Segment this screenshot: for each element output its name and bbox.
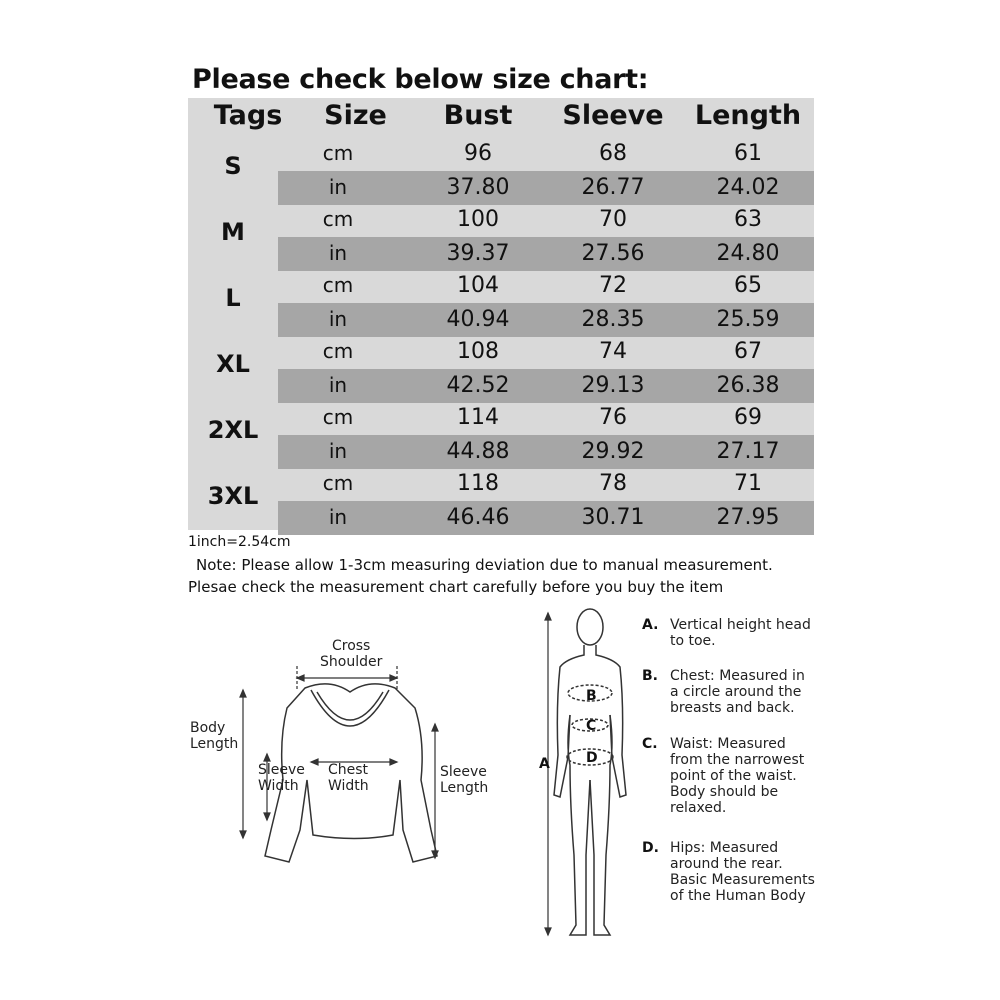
- legend-letter: C.: [642, 736, 658, 752]
- cell-bust: 104: [457, 273, 499, 298]
- cell-length: 26.38: [716, 373, 780, 398]
- cell-unit: in: [328, 175, 348, 199]
- size-tag: S: [224, 152, 242, 180]
- cell-bust: 37.80: [446, 175, 510, 200]
- cell-unit: cm: [322, 207, 354, 231]
- header-tags: Tags: [213, 100, 283, 131]
- legend-line: of the Human Body: [670, 888, 806, 904]
- cell-bust: 39.37: [446, 241, 510, 266]
- legend-line: breasts and back.: [670, 700, 795, 716]
- cell-unit: cm: [322, 273, 354, 297]
- cell-bust: 96: [464, 141, 492, 166]
- cell-bust: 118: [457, 471, 499, 496]
- cell-unit: cm: [322, 339, 354, 363]
- cell-bust: 108: [457, 339, 499, 364]
- cell-sleeve: 29.13: [581, 373, 645, 398]
- legend-text: [670, 736, 804, 816]
- legend-line: Basic Measurements: [670, 872, 815, 888]
- legend-text: [670, 668, 805, 716]
- cell-unit: in: [328, 241, 348, 265]
- legend-line: around the rear.: [670, 856, 783, 872]
- cell-length: 65: [734, 273, 762, 298]
- cell-unit: cm: [322, 141, 354, 165]
- legend-text: [670, 840, 815, 904]
- table-row-in: [278, 171, 814, 205]
- chest-width-label: Chest Width: [328, 762, 369, 794]
- cell-length: 27.17: [716, 439, 780, 464]
- legend-line: Vertical height head: [670, 617, 811, 633]
- table-row-in: [278, 435, 814, 469]
- cell-unit: in: [328, 373, 348, 397]
- size-tag: M: [221, 218, 245, 246]
- cell-length: 71: [734, 471, 762, 496]
- deviation-note: Note: Please allow 1-3cm measuring deviation due to manual measurement.: [196, 556, 773, 574]
- cross-shoulder-label: Cross Shoulder: [320, 638, 383, 670]
- cell-sleeve: 30.71: [581, 505, 645, 530]
- cell-length: 24.80: [716, 241, 780, 266]
- table-row-cm: [188, 137, 814, 171]
- cell-sleeve: 28.35: [581, 307, 645, 332]
- cell-length: 24.02: [716, 175, 780, 200]
- header-sleeve: Sleeve: [562, 100, 664, 131]
- cell-sleeve: 74: [599, 339, 627, 364]
- size-chart-table: [188, 98, 814, 530]
- size-tag: 2XL: [207, 416, 259, 444]
- table-row-in: [278, 369, 814, 403]
- cell-length: 69: [734, 405, 762, 430]
- legend-line: relaxed.: [670, 800, 727, 816]
- legend-line: Chest: Measured in: [670, 668, 805, 684]
- legend-line: Body should be: [670, 784, 779, 800]
- cell-length: 27.95: [716, 505, 780, 530]
- size-tag: XL: [216, 350, 250, 378]
- body-figure-diagram: [530, 605, 640, 945]
- cell-unit: in: [328, 307, 348, 331]
- page-title: Please check below size chart:: [192, 64, 649, 95]
- legend-line: Hips: Measured: [670, 840, 779, 856]
- table-row-in: [278, 303, 814, 337]
- cell-sleeve: 76: [599, 405, 627, 430]
- cell-sleeve: 27.56: [581, 241, 645, 266]
- header-size: Size: [324, 100, 387, 131]
- cell-unit: in: [328, 439, 348, 463]
- sleeve-width-label: Sleeve Width: [258, 762, 305, 794]
- header-bust: Bust: [443, 100, 513, 131]
- legend-line: from the narrowest: [670, 752, 805, 768]
- legend-line: a circle around the: [670, 684, 802, 700]
- cell-unit: in: [328, 505, 348, 529]
- cell-bust: 42.52: [446, 373, 510, 398]
- table-row-in: [278, 501, 814, 535]
- marker-b: B: [586, 688, 597, 704]
- marker-c: C: [586, 718, 597, 734]
- cell-bust: 46.46: [446, 505, 510, 530]
- header-length: Length: [694, 100, 802, 131]
- legend-line: Waist: Measured: [670, 736, 786, 752]
- cell-sleeve: 29.92: [581, 439, 645, 464]
- body-length-label: Body Length: [190, 720, 239, 752]
- legend-line: to toe.: [670, 633, 716, 649]
- table-row-cm: [188, 335, 814, 369]
- cell-length: 25.59: [716, 307, 780, 332]
- table-row-cm: [188, 203, 814, 237]
- cell-length: 61: [734, 141, 762, 166]
- conversion-note: 1inch=2.54cm: [188, 534, 291, 550]
- legend-text: [670, 617, 811, 649]
- cell-bust: 44.88: [446, 439, 510, 464]
- size-tag: 3XL: [207, 482, 259, 510]
- table-row-cm: [188, 269, 814, 303]
- cell-bust: 114: [457, 405, 499, 430]
- legend-line: point of the waist.: [670, 768, 797, 784]
- marker-d: D: [586, 750, 598, 766]
- cell-length: 63: [734, 207, 762, 232]
- cell-sleeve: 78: [599, 471, 627, 496]
- cell-unit: cm: [322, 405, 354, 429]
- sleeve-length-label: Sleeve Length: [440, 764, 489, 796]
- cell-length: 67: [734, 339, 762, 364]
- cell-sleeve: 26.77: [581, 175, 645, 200]
- size-tag: L: [225, 284, 241, 312]
- cell-sleeve: 68: [599, 141, 627, 166]
- legend-letter: D.: [642, 840, 659, 856]
- cell-bust: 100: [457, 207, 499, 232]
- table-row-in: [278, 237, 814, 271]
- legend-letter: A.: [642, 617, 659, 633]
- cell-bust: 40.94: [446, 307, 510, 332]
- check-note: Plesae check the measurement chart carefully before you buy the item: [188, 578, 724, 596]
- table-row-cm: [188, 401, 814, 435]
- legend-letter: B.: [642, 668, 658, 684]
- cell-sleeve: 70: [599, 207, 627, 232]
- marker-a: A: [539, 756, 550, 772]
- cell-unit: cm: [322, 471, 354, 495]
- table-row-cm: [188, 467, 814, 501]
- cell-sleeve: 72: [599, 273, 627, 298]
